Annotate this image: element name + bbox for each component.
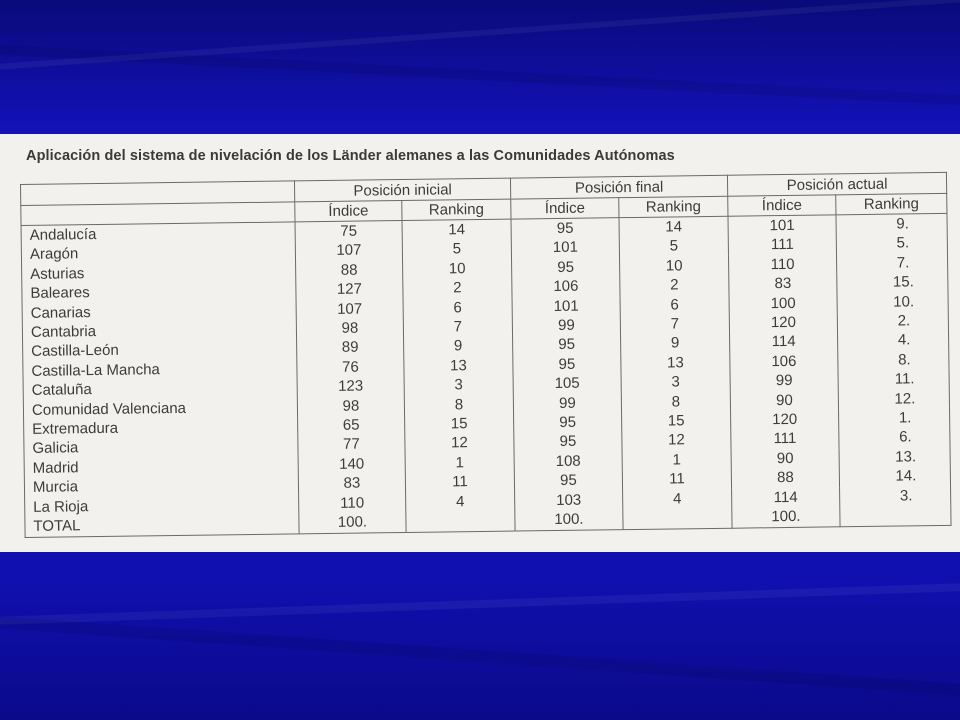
subheader-indice: Índice: [295, 201, 402, 222]
current-index-cell: 100: [729, 293, 837, 314]
current-index-cell: 100.: [732, 506, 840, 527]
initial-index-cell: 140: [298, 454, 405, 475]
current-index-cell: 99: [730, 371, 838, 392]
initial-ranking-cell: 3: [404, 375, 513, 396]
final-index-cell: 103: [515, 490, 623, 511]
scanned-document: [0, 134, 960, 552]
initial-ranking-cell: 4: [406, 491, 515, 512]
region-cell: Murcia: [24, 475, 298, 498]
initial-ranking-cell: 13: [404, 355, 513, 376]
initial-index-cell: 88: [296, 260, 403, 281]
current-ranking-cell: 1.: [839, 408, 950, 429]
final-ranking-cell: 5: [619, 236, 728, 257]
initial-index-cell: 89: [297, 337, 404, 358]
region-cell: TOTAL: [25, 513, 299, 536]
current-ranking-cell: [840, 505, 951, 526]
region-cell: Madrid: [24, 455, 298, 478]
final-index-cell: 99: [513, 393, 621, 414]
current-index-cell: 106: [730, 351, 838, 372]
final-ranking-cell: 10: [620, 256, 729, 277]
final-index-cell: 95: [514, 470, 622, 491]
current-ranking-cell: 5.: [836, 233, 947, 254]
subheader-ranking: Ranking: [619, 196, 728, 217]
final-index-cell: 95: [512, 257, 620, 278]
final-ranking-cell: 15: [622, 411, 731, 432]
initial-index-cell: 100.: [299, 512, 406, 533]
final-index-cell: 99: [512, 315, 620, 336]
current-index-cell: 114: [730, 332, 838, 353]
initial-ranking-cell: 15: [405, 414, 514, 435]
final-index-cell: 101: [511, 238, 619, 259]
initial-index-cell: 107: [296, 299, 403, 320]
final-ranking-cell: [623, 508, 732, 529]
region-cell: Andalucía: [21, 222, 295, 245]
final-ranking-cell: 6: [620, 294, 729, 315]
final-index-cell: 95: [514, 432, 622, 453]
current-ranking-cell: 3.: [840, 486, 951, 507]
subheader-ranking: Ranking: [836, 193, 947, 214]
background-stripe: [0, 583, 960, 625]
data-table: [20, 172, 952, 538]
final-ranking-cell: 1: [622, 450, 731, 471]
current-ranking-cell: 9.: [836, 213, 947, 234]
final-ranking-cell: 2: [620, 275, 729, 296]
current-ranking-cell: 14.: [839, 466, 950, 487]
current-index-cell: 101: [728, 215, 836, 236]
region-cell: Cantabria: [22, 319, 296, 342]
initial-index-cell: 65: [298, 415, 405, 436]
current-ranking-cell: 4.: [838, 330, 949, 351]
initial-ranking-cell: [406, 511, 515, 532]
current-ranking-cell: 6.: [839, 427, 950, 448]
final-ranking-cell: 7: [620, 314, 729, 335]
initial-index-cell: 107: [295, 240, 402, 261]
group-header-final: Posición final: [510, 175, 727, 199]
final-ranking-cell: 4: [623, 488, 732, 509]
final-ranking-cell: 14: [619, 216, 728, 237]
final-index-cell: 95: [511, 218, 619, 239]
current-ranking-cell: 7.: [837, 253, 948, 274]
region-cell: Comunidad Valenciana: [23, 397, 297, 420]
initial-index-cell: 77: [298, 434, 405, 455]
group-header-current: Posición actual: [727, 172, 946, 196]
current-index-cell: 120: [729, 312, 837, 333]
region-cell: Baleares: [22, 281, 296, 304]
subheader-indice: Índice: [511, 198, 619, 219]
initial-ranking-cell: 2: [403, 278, 512, 299]
final-index-cell: 101: [512, 296, 620, 317]
initial-index-cell: 127: [296, 279, 403, 300]
final-index-cell: 95: [513, 354, 621, 375]
current-index-cell: 110: [729, 254, 837, 275]
initial-ranking-cell: 14: [402, 219, 511, 240]
final-index-cell: 105: [513, 373, 621, 394]
initial-ranking-cell: 5: [402, 239, 511, 260]
background-stripe: [0, 616, 960, 695]
table-body: [21, 213, 951, 537]
region-cell: Galicia: [24, 436, 298, 459]
current-ranking-cell: 10.: [837, 291, 948, 312]
current-ranking-cell: 8.: [838, 350, 949, 371]
initial-ranking-cell: 8: [404, 394, 513, 415]
final-ranking-cell: 12: [622, 430, 731, 451]
document-title: Aplicación del sistema de nivelación de los Länder alemanes a las Comunidades Autónomas: [26, 148, 675, 164]
background-stripe: [0, 45, 960, 105]
final-ranking-cell: 9: [621, 333, 730, 354]
current-index-cell: 120: [731, 409, 839, 430]
initial-ranking-cell: 9: [404, 336, 513, 357]
initial-ranking-cell: 12: [405, 433, 514, 454]
current-ranking-cell: 12.: [838, 389, 949, 410]
final-index-cell: 95: [513, 335, 621, 356]
region-cell: Castilla-León: [23, 339, 297, 362]
final-index-cell: 100.: [515, 509, 623, 530]
initial-index-cell: 76: [297, 357, 404, 378]
region-cell: Extremadura: [24, 416, 298, 439]
final-ranking-cell: 13: [621, 353, 730, 374]
final-index-cell: 95: [514, 412, 622, 433]
initial-ranking-cell: 7: [403, 317, 512, 338]
region-cell: Canarias: [22, 300, 296, 323]
current-index-cell: 88: [731, 468, 839, 489]
region-cell: Castilla-La Mancha: [23, 358, 297, 381]
final-ranking-cell: 11: [622, 469, 731, 490]
current-ranking-cell: 13.: [839, 447, 950, 468]
initial-index-cell: 98: [297, 396, 404, 417]
final-index-cell: 106: [512, 276, 620, 297]
region-cell: Cataluña: [23, 378, 297, 401]
initial-index-cell: 75: [295, 221, 402, 242]
subheader-indice: Índice: [728, 195, 836, 216]
current-index-cell: 90: [730, 390, 838, 411]
current-ranking-cell: 2.: [837, 311, 948, 332]
group-header-initial: Posición inicial: [294, 178, 510, 202]
region-cell: La Rioja: [25, 494, 299, 517]
initial-ranking-cell: 11: [405, 472, 514, 493]
initial-ranking-cell: 10: [403, 258, 512, 279]
table-wrapper: [20, 172, 953, 542]
initial-ranking-cell: 6: [403, 297, 512, 318]
region-cell: Asturias: [22, 261, 296, 284]
initial-ranking-cell: 1: [405, 452, 514, 473]
current-ranking-cell: 15.: [837, 272, 948, 293]
final-index-cell: 108: [514, 451, 622, 472]
subheader-ranking: Ranking: [402, 199, 511, 220]
initial-index-cell: 98: [296, 318, 403, 339]
current-index-cell: 111: [728, 235, 836, 256]
initial-index-cell: 110: [299, 493, 406, 514]
final-ranking-cell: 8: [621, 391, 730, 412]
current-index-cell: 90: [731, 448, 839, 469]
final-ranking-cell: 3: [621, 372, 730, 393]
current-index-cell: 111: [731, 429, 839, 450]
current-index-cell: 114: [732, 487, 840, 508]
current-ranking-cell: 11.: [838, 369, 949, 390]
current-index-cell: 83: [729, 274, 837, 295]
region-cell: Aragón: [21, 242, 295, 265]
initial-index-cell: 123: [297, 376, 404, 397]
initial-index-cell: 83: [298, 473, 405, 494]
